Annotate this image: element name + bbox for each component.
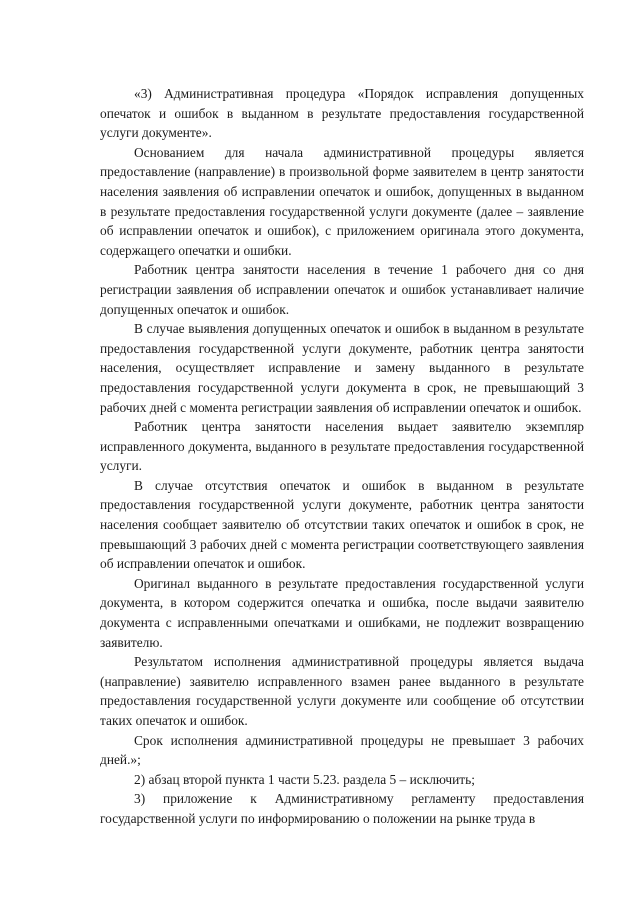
issuance-paragraph: Работник центра занятости населения выдает заявителю экземпляр исправленного документа, выданного в результате предоставления государственной услуги. xyxy=(100,419,584,474)
basis-paragraph: Основанием для начала административной процедуры является предоставление (направление) в произвольной форме заявителем в центр занятости населения заявления об исправлении опечаток и ошибок, допущенных в выданном в результате предоставления государственной услуги документе (далее – заявление об исправлении опечаток и ошибок), с приложением оригинала этого документа, содержащего опечатки и ошибки. xyxy=(100,144,584,258)
result-paragraph: Результатом исполнения административной процедуры является выдача (направление) заявителю исправленного взамен ранее выданного в результате предоставления государственной услуги документе или сообщение об отсутствии таких опечаток и ошибок. xyxy=(100,654,584,728)
amendment-item-3: 3) приложение к Административному регламенту предоставления государственной услуги по информированию о положении на рынке труда в xyxy=(100,791,584,826)
original-document-paragraph: Оригинал выданного в результате предоставления государственной услуги документа, в котором содержится опечатка и ошибка, после выдачи заявителю документа с исправленными опечатками и ошибками, не подлежит возвращению заявителю. xyxy=(100,575,584,650)
absence-of-errors-paragraph: В случае отсутствия опечаток и ошибок в выданном в результате предоставления государственной услуги документе, работник центра занятости населения сообщает заявителю об отсутствии таких опечаток и ошибок в срок, не превышающий 3 рабочих дней с момента регистрации соответствующего заявления об исправлении опечаток и ошибок. xyxy=(100,477,584,572)
procedure-heading-paragraph: «3) Административная процедура «Порядок исправления допущенных опечаток и ошибок в выданном в результате предоставления государственной услуги документе». xyxy=(100,86,584,141)
correction-paragraph: В случае выявления допущенных опечаток и ошибок в выданном в результате предоставления государственной услуги документе, работник центра занятости населения, осуществляет исправление и замену выданного в результате предоставления государственной услуги документа в срок, не превышающий 3 рабочих дней с момента регистрации заявления об исправлении опечаток и ошибок. xyxy=(100,321,584,415)
registration-paragraph: Работник центра занятости населения в течение 1 рабочего дня со дня регистрации заявления об исправлении опечаток и ошибок устанавливает наличие допущенных опечаток и ошибок. xyxy=(100,262,584,317)
deadline-paragraph: Срок исполнения административной процедуры не превышает 3 рабочих дней.»; xyxy=(100,732,584,768)
document-page xyxy=(100,84,584,829)
amendment-item-2: 2) абзац второй пункта 1 части 5.23. раздела 5 – исключить; xyxy=(134,771,475,787)
